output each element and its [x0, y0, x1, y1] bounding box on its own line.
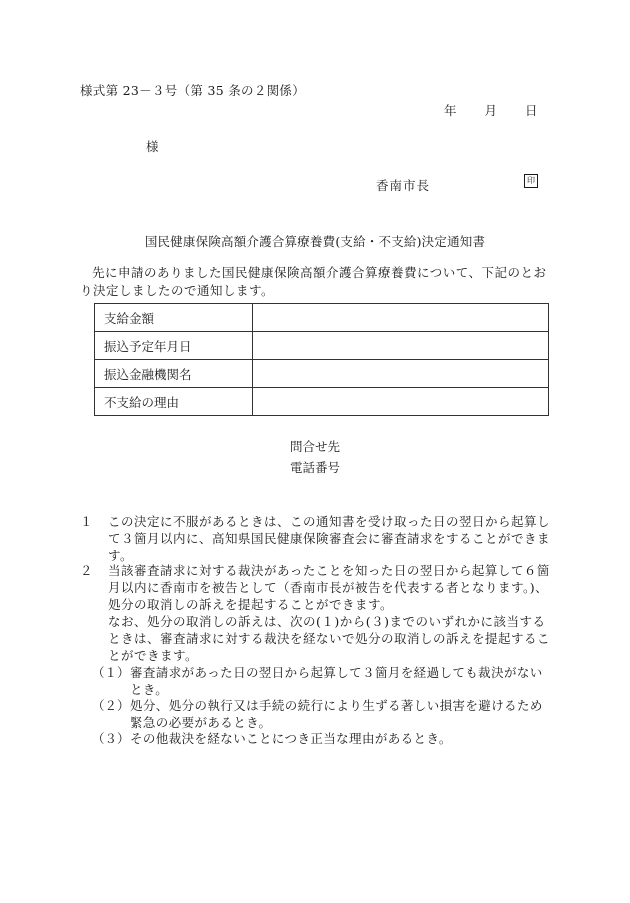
- table-row: [95, 304, 549, 332]
- date-year: 年: [444, 103, 457, 118]
- table-label: 支給金額: [95, 304, 253, 332]
- sender-name: 香南市長: [376, 178, 431, 193]
- seal-mark: 印: [524, 174, 538, 188]
- note-number: １: [80, 514, 93, 529]
- date-line: [444, 101, 538, 119]
- form-number: 様式第 23－３号（第 35 条の２関係）: [80, 83, 306, 98]
- phone-label: 電話番号: [289, 460, 340, 475]
- sub-item-number: （１）: [92, 665, 130, 680]
- intro-text: 先に申請のありました国民健康保険高額介護合算療養費について、下記のとおり決定しましたので通知します。: [80, 265, 547, 298]
- note-text: この決定に不服があるときは、この通知書を受け取った日の翌日から起算して３箇月以内に、高知県国民健康保険審査会に審査請求をすることができます。: [108, 514, 551, 563]
- note-text-continued: なお、処分の取消しの訴えは、次の(１)から(３)までのいずれかに該当するときは、審査請求に対する裁決を経ないで処分の取消しの訴えを提起することができます。: [108, 614, 551, 663]
- sub-item-text: その他裁決を経ないことにつき正当な理由があるとき。: [130, 731, 452, 746]
- table-row: [95, 332, 549, 360]
- sub-item-number: （３）: [92, 731, 130, 746]
- table-label: 振込予定年月日: [95, 332, 253, 360]
- sub-item-text: 処分、処分の執行又は手続の続行により生ずる著しい損害を避けるため緊急の必要があるとき。: [130, 698, 543, 730]
- note-text: 当該審査請求に対する裁決があったことを知った日の翌日から起算して６箇月以内に香南市を被告として（香南市長が被告を代表する者となります。)、処分の取消しの訴えを提起することができます。: [108, 563, 550, 612]
- contact-label: 問合せ先: [289, 439, 340, 454]
- table-value: [253, 360, 549, 388]
- table-value: [253, 332, 549, 360]
- document-title: 国民健康保険高額介護合算療養費(支給・不支給)決定通知書: [144, 234, 486, 249]
- sub-item-text: 審査請求があった日の翌日から起算して３箇月を経過しても裁決がないとき。: [130, 665, 543, 697]
- date-month: 月: [484, 103, 498, 118]
- addressee: 様: [146, 139, 159, 154]
- table-value: [253, 304, 549, 332]
- info-table: [94, 303, 549, 416]
- table-label: 不支給の理由: [95, 388, 253, 416]
- table-label: 振込金融機関名: [95, 360, 253, 388]
- date-day: 日: [525, 103, 538, 118]
- table-row: [95, 360, 549, 388]
- table-value: [253, 388, 549, 416]
- note-number: ２: [80, 563, 93, 578]
- sub-item-number: （２）: [92, 698, 130, 713]
- table-row: [95, 388, 549, 416]
